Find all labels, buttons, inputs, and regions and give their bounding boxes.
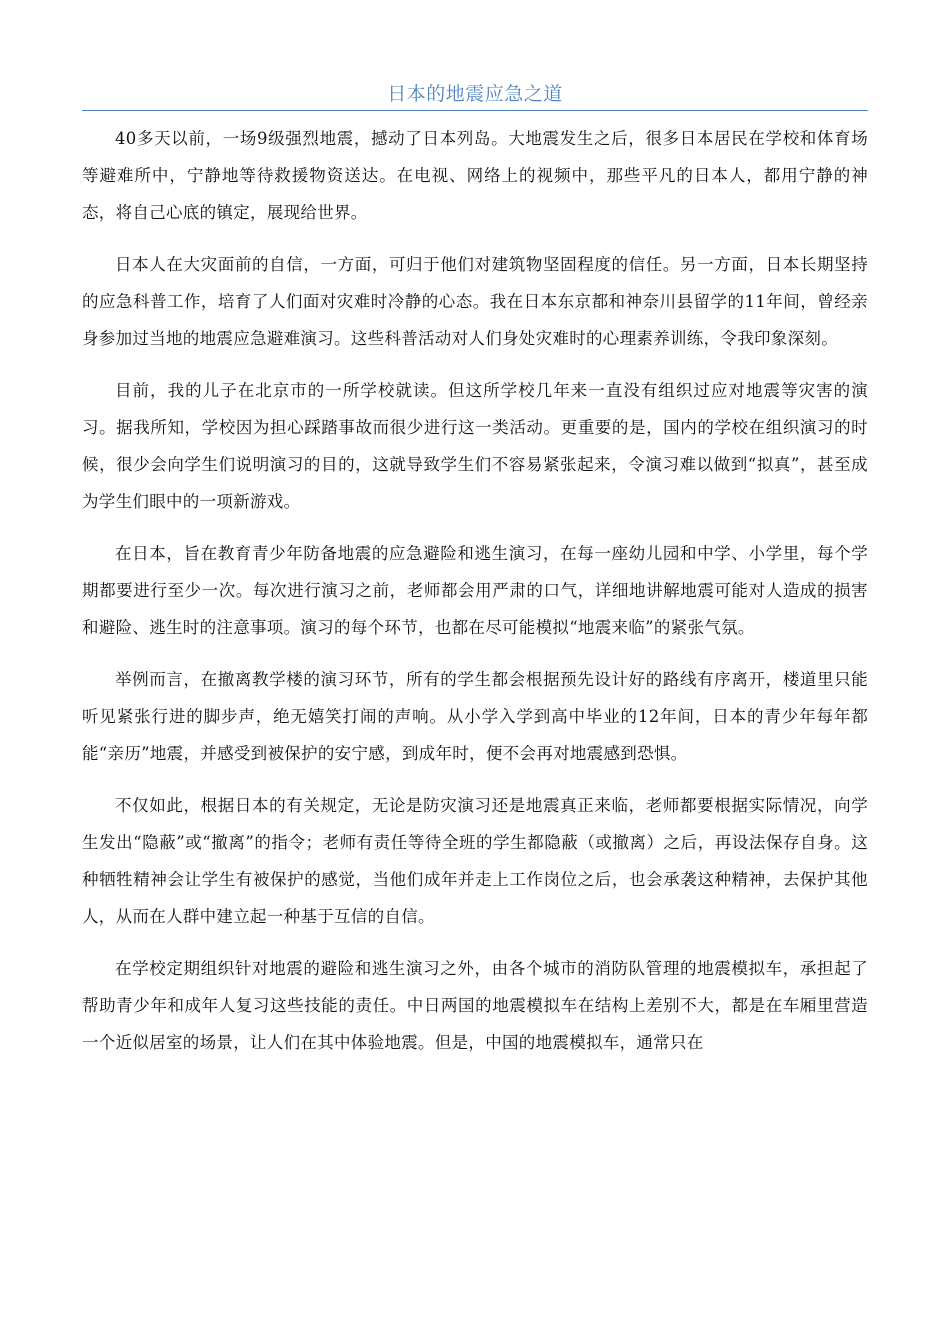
article-body xyxy=(82,120,868,1076)
page-title: 日本的地震应急之道 xyxy=(387,83,563,105)
paragraph-7: 在学校定期组织针对地震的避险和逃生演习之外，由各个城市的消防队管理的地震模拟车，承担起了帮助青少年和成年人复习这些技能的责任。中日两国的地震模拟车在结构上差别不大，都是在车厢里营造一个近似居室的场景，让人们在其中体验地震。但是，中国的地震模拟车，通常只在 xyxy=(82,959,868,1052)
page-header xyxy=(82,78,868,111)
paragraph-1: 40多天以前，一场9级强烈地震，撼动了日本列岛。大地震发生之后，很多日本居民在学校和体育场等避难所中，宁静地等待救援物资送达。在电视、网络上的视频中，那些平凡的日本人，都用宁静的神态，将自己心底的镇定，展现给世界。 xyxy=(82,129,868,222)
paragraph-2: 日本人在大灾面前的自信，一方面，可归于他们对建筑物坚固程度的信任。另一方面，日本长期坚持的应急科普工作，培育了人们面对灾难时冷静的心态。我在日本东京都和神奈川县留学的11年间，曾经亲身参加过当地的地震应急避难演习。这些科普活动对人们身处灾难时的心理素养训练，令我印象深刻。 xyxy=(82,255,868,348)
paragraph-6: 不仅如此，根据日本的有关规定，无论是防灾演习还是地震真正来临，老师都要根据实际情况，向学生发出“隐蔽”或“撤离”的指令；老师有责任等待全班的学生都隐蔽（或撤离）之后，再设法保存自身。这种牺牲精神会让学生有被保护的感觉，当他们成年并走上工作岗位之后，也会承袭这种精神，去保护其他人，从而在人群中建立起一种基于互信的自信。 xyxy=(82,796,868,926)
paragraph-4: 在日本，旨在教育青少年防备地震的应急避险和逃生演习，在每一座幼儿园和中学、小学里，每个学期都要进行至少一次。每次进行演习之前，老师都会用严肃的口气，详细地讲解地震可能对人造成的损害和避险、逃生时的注意事项。演习的每个环节，也都在尽可能模拟“地震来临”的紧张气氛。 xyxy=(82,544,868,637)
paragraph-5: 举例而言，在撤离教学楼的演习环节，所有的学生都会根据预先设计好的路线有序离开，楼道里只能听见紧张行进的脚步声，绝无嬉笑打闹的声响。从小学入学到高中毕业的12年间，日本的青少年每年都能“亲历”地震，并感受到被保护的安宁感，到成年时，便不会再对地震感到恐惧。 xyxy=(82,670,868,763)
paragraph-3: 目前，我的儿子在北京市的一所学校就读。但这所学校几年来一直没有组织过应对地震等灾害的演习。据我所知，学校因为担心踩踏事故而很少进行这一类活动。更重要的是，国内的学校在组织演习的时候，很少会向学生们说明演习的目的，这就导致学生们不容易紧张起来，令演习难以做到“拟真”，甚至成为学生们眼中的一项新游戏。 xyxy=(82,381,868,511)
